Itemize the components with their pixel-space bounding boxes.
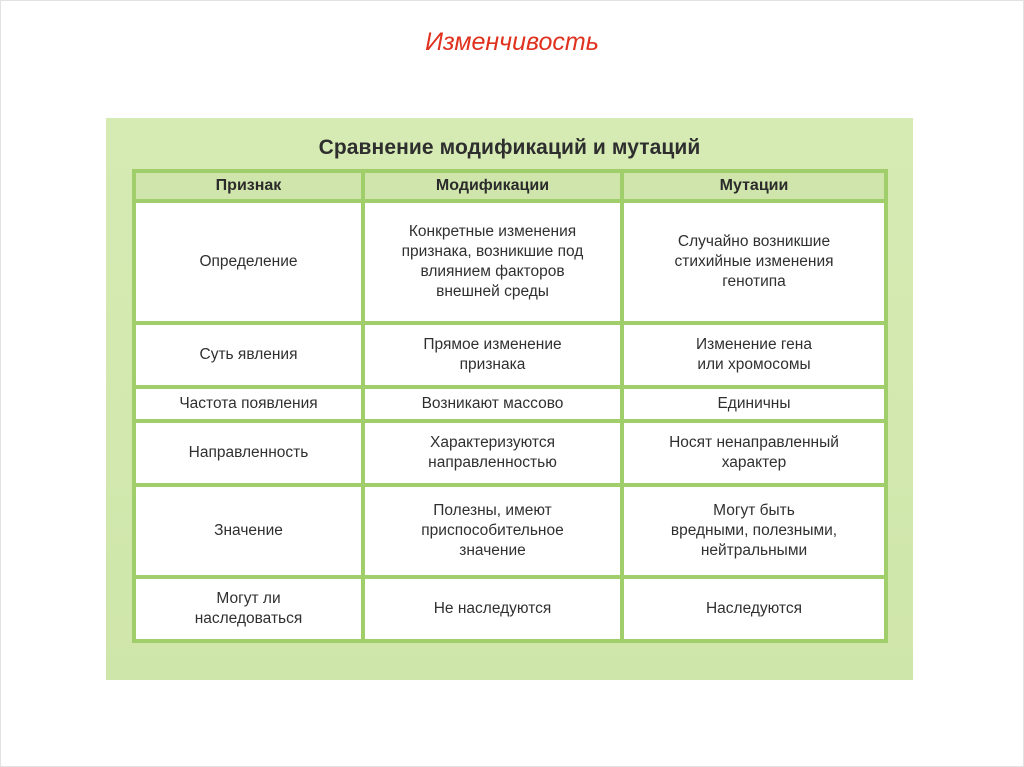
row-mutation-cell: Изменение гена или хромосомы bbox=[624, 325, 884, 385]
row-mutation-cell: Могут быть вредными, полезными, нейтральными bbox=[624, 487, 884, 575]
header-mutations: Мутации bbox=[624, 173, 884, 199]
table-title: Сравнение модификаций и мутаций bbox=[318, 136, 701, 159]
table-row bbox=[136, 203, 884, 321]
row-feature-cell: Определение bbox=[136, 203, 361, 321]
table-row bbox=[136, 579, 884, 639]
row-feature-cell: Направленность bbox=[136, 423, 361, 483]
row-modification-cell: Полезны, имеют приспособительное значение bbox=[365, 487, 620, 575]
row-feature-cell: Суть явления bbox=[136, 325, 361, 385]
header-modifications: Модификации bbox=[365, 173, 620, 199]
row-feature-cell: Частота появления bbox=[136, 389, 361, 419]
row-mutation-cell: Единичны bbox=[624, 389, 884, 419]
table-row bbox=[136, 325, 884, 385]
table-row bbox=[136, 423, 884, 483]
row-mutation-cell: Наследуются bbox=[624, 579, 884, 639]
row-feature-cell: Могут ли наследоваться bbox=[136, 579, 361, 639]
row-modification-cell: Характеризуются направленностью bbox=[365, 423, 620, 483]
table-row bbox=[136, 487, 884, 575]
row-mutation-cell: Случайно возникшие стихийные изменения генотипа bbox=[624, 203, 884, 321]
row-modification-cell: Конкретные изменения признака, возникшие под влиянием факторов внешней среды bbox=[365, 203, 620, 321]
row-mutation-cell: Носят ненаправленный характер bbox=[624, 423, 884, 483]
slide-title: Изменчивость bbox=[425, 28, 599, 56]
row-modification-cell: Возникают массово bbox=[365, 389, 620, 419]
row-feature-cell: Значение bbox=[136, 487, 361, 575]
row-modification-cell: Не наследуются bbox=[365, 579, 620, 639]
comparison-panel bbox=[106, 118, 913, 680]
comparison-table bbox=[132, 169, 888, 643]
table-row bbox=[136, 389, 884, 419]
table-header-row bbox=[136, 173, 884, 199]
row-modification-cell: Прямое изменение признака bbox=[365, 325, 620, 385]
header-feature: Признак bbox=[136, 173, 361, 199]
